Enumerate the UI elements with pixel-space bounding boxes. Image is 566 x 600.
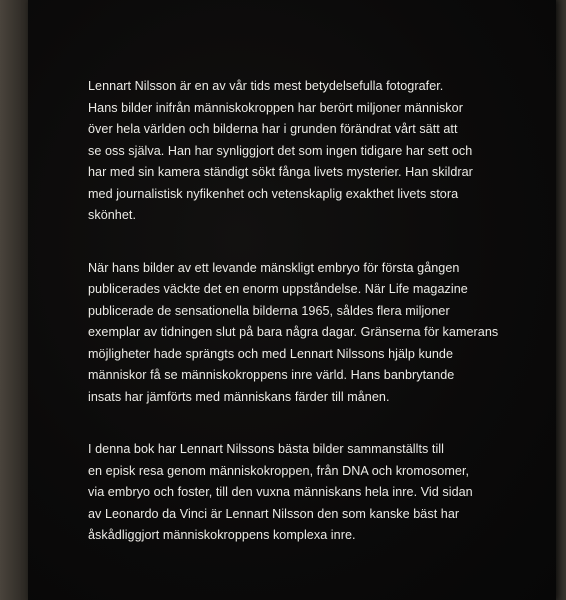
- text-line: människor få se människokroppens inre värld. Hans banbrytande: [88, 368, 455, 382]
- blurb-paragraph-2: [88, 258, 528, 409]
- text-line: en episk resa genom människokroppen, från DNA och kromosomer,: [88, 463, 470, 478]
- text-line: publicerades väckte det en enorm uppståndelse. När Life magazine: [88, 282, 468, 296]
- text-line: skönhet.: [88, 208, 137, 222]
- blurb-paragraph-1: [88, 76, 528, 227]
- text-line: med journalistisk nyfikenhet och vetenskaplig exakthet livets stora: [88, 186, 459, 201]
- text-line: har med sin kamera ständigt sökt fånga livets mysterier. Han skildrar: [88, 165, 473, 179]
- text-line: exemplar av tidningen slut på bara några dagar. Gränserna för kamerans: [88, 325, 499, 339]
- text-line: åskådliggjort människokroppens komplexa inre.: [88, 528, 356, 542]
- text-line: I denna bok har Lennart Nilssons bästa bilder sammanställts till: [88, 442, 445, 456]
- text-line: Lennart Nilsson är en av vår tids mest betydelsefulla fotografer.: [88, 79, 444, 93]
- text-line: via embryo och foster, till den vuxna människans hela inre. Vid sidan: [88, 485, 473, 499]
- text-line: publicerade de sensationella bilderna 1965, såldes flera miljoner: [88, 303, 450, 318]
- text-line: av Leonardo da Vinci är Lennart Nilsson den som kanske bäst har: [88, 506, 460, 521]
- text-line: När hans bilder av ett levande mänskligt embryo för första gången: [88, 260, 460, 275]
- text-line: över hela världen och bilderna har i grunden förändrat vårt sätt att: [88, 122, 458, 136]
- text-line: möjligheter hade sprängts och med Lennart Nilssons hjälp kunde: [88, 346, 454, 361]
- text-line: insats har jämförts med människans färder till månen.: [88, 389, 390, 404]
- text-line: se oss själva. Han har synliggjort det som ingen tidigare har sett och: [88, 143, 473, 158]
- text-line: Hans bilder inifrån människokroppen har berört miljoner människor: [88, 100, 463, 115]
- blurb-text: [88, 76, 528, 578]
- blurb-paragraph-3: [88, 439, 528, 547]
